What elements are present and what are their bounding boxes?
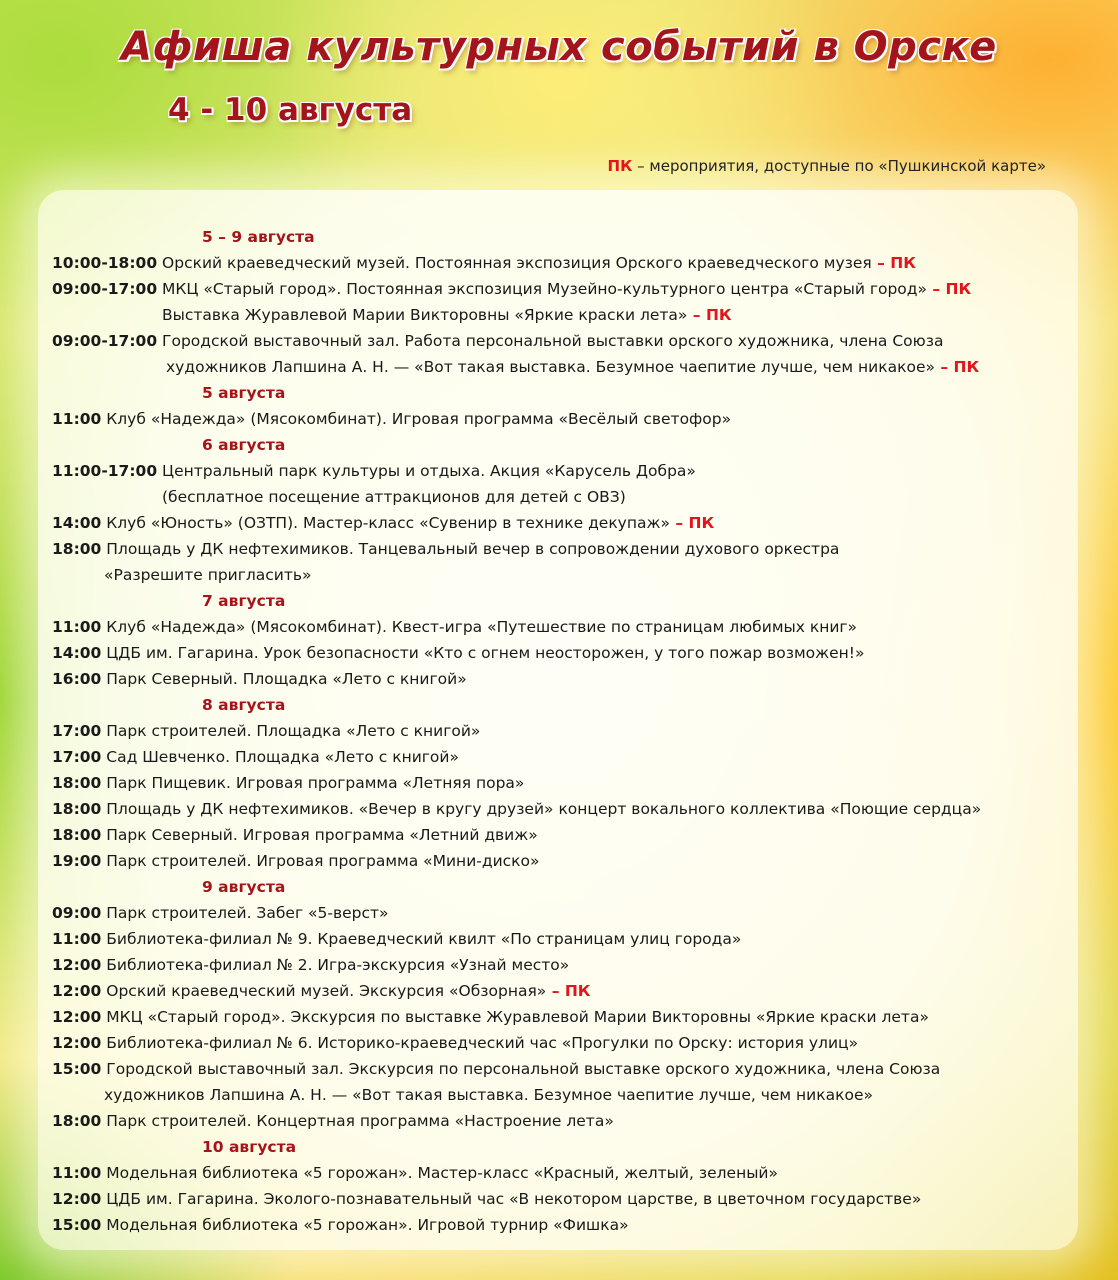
event-description: Парк строителей. Игровая программа «Мини-диско» (101, 852, 540, 870)
day-heading: 5 августа (202, 384, 286, 402)
event-description: Библиотека-филиал № 9. Краеведческий квилт «По страницам улиц города» (101, 930, 742, 948)
event-description: ЦДБ им. Гагарина. Эколого-познавательный час «В некотором царстве, в цветочном государстве» (101, 1190, 922, 1208)
event-description: художников Лапшина А. Н. — «Вот такая выставка. Безумное чаепитие лучше, чем никакое» (104, 1086, 873, 1104)
day-heading: 10 августа (202, 1138, 297, 1156)
event-continuation (52, 354, 1112, 380)
pk-badge: – ПК (926, 280, 972, 298)
event-continuation (52, 302, 1112, 328)
event-time: 19:00 (52, 852, 102, 870)
event-description: Парк Северный. Игровая программа «Летний движ» (101, 826, 538, 844)
event-time: 15:00 (52, 1216, 102, 1234)
event-time: 09:00 (52, 904, 102, 922)
pushkin-card-legend (608, 157, 1046, 175)
event-row (52, 406, 1112, 432)
event-description: художников Лапшина А. Н. — «Вот такая выставка. Безумное чаепитие лучше, чем никакое» (166, 358, 935, 376)
event-time: 18:00 (52, 826, 102, 844)
event-description: Парк строителей. Забег «5-верст» (101, 904, 389, 922)
event-time: 12:00 (52, 1034, 102, 1052)
pk-badge: – ПК (687, 306, 732, 324)
event-time: 12:00 (52, 956, 102, 974)
day-heading: 7 августа (202, 592, 286, 610)
event-description: Площадь у ДК нефтехимиков. «Вечер в кругу друзей» концерт вокального коллектива «Поющие сердца» (101, 800, 982, 818)
event-row (52, 1212, 1112, 1238)
pk-badge: – ПК (934, 358, 980, 376)
event-description: Библиотека-филиал № 6. Историко-краеведческий час «Прогулки по Орску: история улиц» (101, 1034, 859, 1052)
event-description: Клуб «Надежда» (Мясокомбинат). Квест-игра «Путешествие по страницам любимых книг» (101, 618, 858, 636)
date-range: 4 - 10 августа (168, 92, 413, 128)
day-heading: 9 августа (202, 878, 286, 896)
event-description: Парк строителей. Площадка «Лето с книгой» (101, 722, 481, 740)
event-time: 17:00 (52, 722, 102, 740)
event-time: 09:00-17:00 (52, 280, 158, 298)
event-schedule (52, 224, 1112, 1238)
event-row (52, 770, 1112, 796)
event-description: Парк Северный. Площадка «Лето с книгой» (101, 670, 467, 688)
event-description: Модельная библиотека «5 горожан». Мастер-класс «Красный, желтый, зеленый» (101, 1164, 778, 1182)
event-continuation (52, 484, 1112, 510)
event-row (52, 1056, 1112, 1082)
event-time: 15:00 (52, 1060, 102, 1078)
page-title: Афиша культурных событий в Орске (121, 24, 997, 70)
event-description: Сад Шевченко. Площадка «Лето с книгой» (101, 748, 459, 766)
event-description: Клуб «Надежда» (Мясокомбинат). Игровая программа «Весёлый светофор» (101, 410, 732, 428)
event-description: Парк Пищевик. Игровая программа «Летняя пора» (101, 774, 525, 792)
pk-marker: ПК (607, 157, 633, 175)
event-description: Выставка Журавлевой Марии Викторовны «Яркие краски лета» (162, 306, 688, 324)
pk-badge: – ПК (669, 514, 715, 532)
pk-badge: – ПК (871, 254, 916, 272)
event-row (52, 510, 1112, 536)
event-row (52, 328, 1112, 354)
event-row (52, 796, 1112, 822)
event-time: 14:00 (52, 514, 102, 532)
event-row (52, 1004, 1112, 1030)
day-heading: 5 – 9 августа (202, 228, 315, 246)
event-time: 14:00 (52, 644, 102, 662)
day-heading: 6 августа (202, 436, 286, 454)
legend-text: – мероприятия, доступные по «Пушкинской карте» (632, 157, 1046, 175)
event-description: (бесплатное посещение аттракционов для детей с ОВЗ) (162, 488, 626, 506)
event-description: МКЦ «Старый город». Экскурсия по выставке Журавлевой Марии Викторовны «Яркие краски лета» (101, 1008, 929, 1026)
event-time: 18:00 (52, 774, 102, 792)
pk-badge: – ПК (546, 982, 591, 1000)
event-description: МКЦ «Старый город». Постоянная экспозиция Музейно-культурного центра «Старый город» (157, 280, 927, 298)
event-time: 11:00-17:00 (52, 462, 158, 480)
event-row (52, 1030, 1112, 1056)
event-description: Орский краеведческий музей. Постоянная экспозиция Орского краеведческого музея (157, 254, 872, 272)
event-time: 11:00 (52, 410, 102, 428)
event-description: Площадь у ДК нефтехимиков. Танцевальный вечер в сопровождении духового оркестра (101, 540, 840, 558)
event-description: Парк строителей. Концертная программа «Настроение лета» (101, 1112, 614, 1130)
event-row (52, 978, 1112, 1004)
event-time: 17:00 (52, 748, 102, 766)
event-time: 16:00 (52, 670, 102, 688)
event-row (52, 822, 1112, 848)
event-time: 12:00 (52, 1190, 102, 1208)
event-time: 11:00 (52, 618, 102, 636)
event-description: ЦДБ им. Гагарина. Урок безопасности «Кто с огнем неосторожен, у того пожар возможен!» (101, 644, 865, 662)
event-row (52, 952, 1112, 978)
event-row (52, 848, 1112, 874)
event-row (52, 718, 1112, 744)
event-time: 11:00 (52, 1164, 102, 1182)
event-row (52, 1186, 1112, 1212)
event-row (52, 666, 1112, 692)
event-row (52, 900, 1112, 926)
event-row (52, 276, 1112, 302)
event-row (52, 744, 1112, 770)
event-time: 09:00-17:00 (52, 332, 158, 350)
day-heading: 8 августа (202, 696, 286, 714)
event-description: Библиотека-филиал № 2. Игра-экскурсия «Узнай место» (101, 956, 570, 974)
event-row (52, 536, 1112, 562)
event-description: «Разрешите пригласить» (104, 566, 312, 584)
event-description: Городской выставочный зал. Экскурсия по персональной выставке орского художника, члена Союза (101, 1060, 941, 1078)
event-description: Клуб «Юность» (ОЗТП). Мастер-класс «Сувенир в технике декупаж» (101, 514, 670, 532)
event-time: 18:00 (52, 1112, 102, 1130)
event-time: 12:00 (52, 1008, 102, 1026)
event-description: Модельная библиотека «5 горожан». Игровой турнир «Фишка» (101, 1216, 629, 1234)
event-row (52, 640, 1112, 666)
event-row (52, 1160, 1112, 1186)
event-description: Городской выставочный зал. Работа персональной выставки орского художника, члена Союза (157, 332, 944, 350)
event-row (52, 458, 1112, 484)
event-time: 18:00 (52, 540, 102, 558)
event-row (52, 250, 1112, 276)
event-time: 18:00 (52, 800, 102, 818)
event-time: 10:00-18:00 (52, 254, 158, 272)
event-continuation (52, 1082, 1112, 1108)
event-time: 11:00 (52, 930, 102, 948)
event-time: 12:00 (52, 982, 102, 1000)
event-continuation (52, 562, 1112, 588)
event-row (52, 1108, 1112, 1134)
event-row (52, 926, 1112, 952)
event-row (52, 614, 1112, 640)
event-description: Орский краеведческий музей. Экскурсия «Обзорная» (101, 982, 547, 1000)
event-description: Центральный парк культуры и отдыха. Акция «Карусель Добра» (157, 462, 696, 480)
